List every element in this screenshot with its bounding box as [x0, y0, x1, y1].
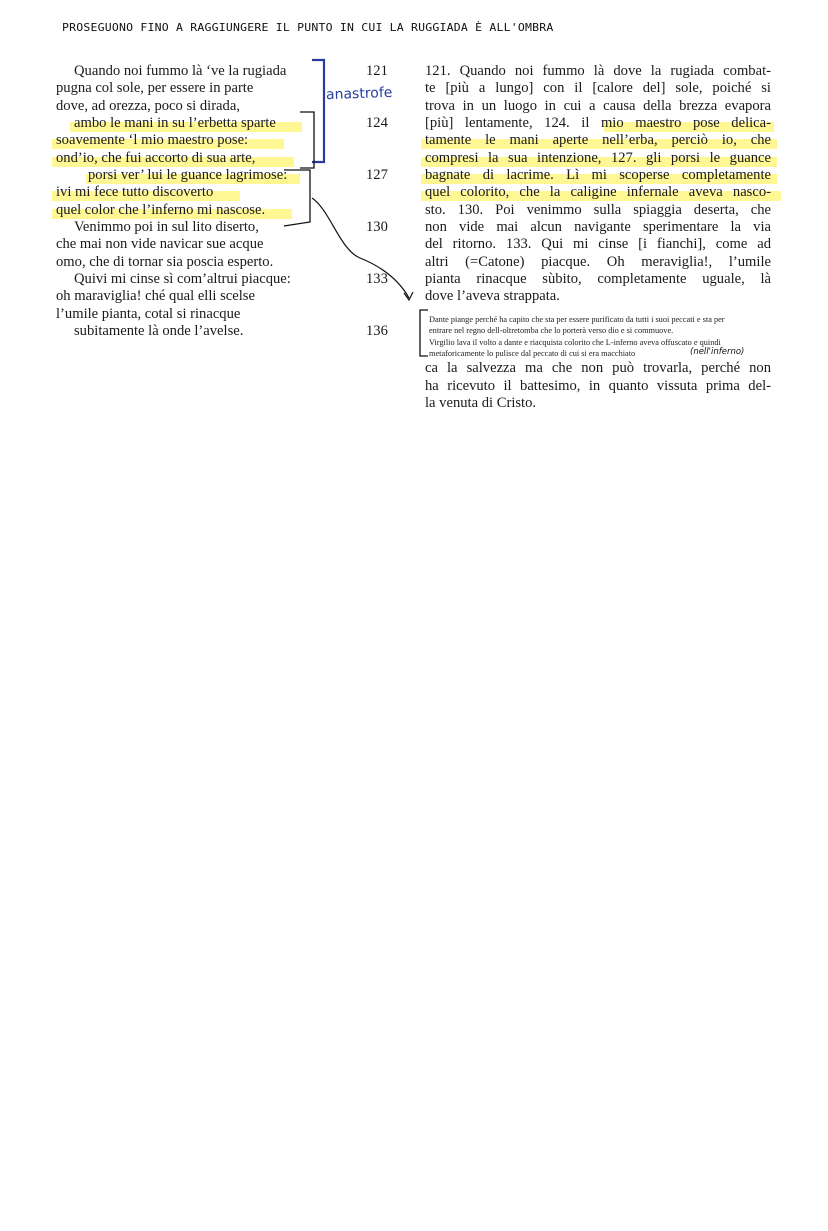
verse-number: 127	[366, 167, 388, 183]
verse-number: 130	[366, 219, 388, 235]
verse-number: 121	[366, 63, 388, 79]
arrow-line	[312, 198, 409, 298]
prose-line: te [più a lungo] con il [calore del] sole, poiché si	[425, 80, 771, 96]
prose-line: tamente le mani aperte nell’erba, perciò io, che	[425, 132, 771, 148]
prose-line: la venuta di Cristo.	[425, 395, 537, 411]
verse-line: Quivi mi cinse sì com’altrui piacque:	[74, 271, 291, 287]
prose-line: compresi la sua intenzione, 127. gli porsi le guance	[425, 150, 771, 166]
verse-line: omo, che di tornar sia poscia esperto.	[56, 254, 274, 270]
verse-line: subitamente là onde l’avelse.	[74, 323, 244, 339]
verse-line: dove, ad orezza, poco si dirada,	[56, 98, 240, 114]
prose-line: sto. 130. Poi venimmo sulla spiaggia deserta, che	[425, 202, 771, 218]
verse-number: 124	[366, 115, 388, 131]
prose-line: 121. Quando noi fummo là dove la rugiada combat-	[425, 63, 771, 79]
handwritten-annotation-anastrofe: anastrofe	[325, 84, 393, 104]
verse-line: ond’io, che fui accorto di sua arte,	[56, 150, 256, 166]
verse-line: l’umile pianta, cotal si rinacque	[56, 306, 241, 322]
handwritten-heading: PROSEGUONO FINO A RAGGIUNGERE IL PUNTO IN CUI LA RUGGIADA È ALL'OMBRA	[62, 20, 554, 34]
verse-line: oh maraviglia! ché qual elli scelse	[56, 288, 255, 304]
handwritten-note-inferno: (nell'inferno)	[690, 347, 745, 357]
prose-line: ha ricevuto il battesimo, in quanto vissuta prima del-	[425, 378, 771, 394]
verse-line: soavemente ‘l mio maestro pose:	[56, 132, 249, 148]
verse-line: pugna col sole, per essere in parte	[56, 80, 254, 96]
black-bracket	[300, 112, 314, 168]
note-bracket	[420, 310, 428, 356]
prose-line: ca la salvezza ma che non può trovarla, perché non	[425, 360, 771, 376]
prose-line: non vide mai alcun navigante sperimentare la via	[425, 219, 771, 235]
note-line: Dante piange perché ha capito che sta per essere purificato da tutti i suoi peccati e sta per	[429, 315, 725, 324]
note-line: Virgilio lava il volto a dante e riacquista colorito che L-inferno aveva offuscato e quindi	[429, 338, 721, 347]
prose-line: [più] lentamente, 124. il mio maestro pose delica-	[425, 115, 771, 131]
verse-line: Quando noi fummo là ‘ve la rugiada	[74, 63, 287, 79]
note-line: entrare nel regno dell-oltretomba che lo porterà verso dio e si commuove.	[429, 326, 674, 335]
prose-line: bagnate di lacrime. Lì mi scoperse completamente	[425, 167, 771, 183]
prose-line: trova in un luogo in cui a causa della brezza evapora	[425, 98, 771, 114]
verse-line: ivi mi fece tutto discoverto	[56, 184, 214, 200]
black-bracket	[284, 170, 310, 226]
verse-number: 133	[366, 271, 388, 287]
verse-line: porsi ver’ lui le guance lagrimose:	[88, 167, 288, 183]
verse-line: che mai non vide navicar sue acque	[56, 236, 264, 252]
verse-line: quel color che l’inferno mi nascose.	[56, 202, 266, 218]
verse-line: Venimmo poi in sul lito diserto,	[74, 219, 259, 235]
prose-line: pianta rinacque sùbito, completamente uguale, là	[425, 271, 771, 287]
note-line: metaforicamente lo pulisce dal peccato di cui si era macchiato	[429, 349, 636, 358]
verse-number: 136	[366, 323, 388, 339]
prose-line: dove l’aveva strappata.	[425, 288, 560, 304]
prose-line: altri (=Catone) piacque. Oh meraviglia!, l’umile	[425, 254, 771, 270]
prose-line: quel colorito, che la caligine infernale aveva nasco-	[425, 184, 771, 200]
prose-line: del ritorno. 133. Qui mi cinse [i fianchi], come ad	[425, 236, 771, 252]
verse-line: ambo le mani in su l’erbetta sparte	[74, 115, 276, 131]
